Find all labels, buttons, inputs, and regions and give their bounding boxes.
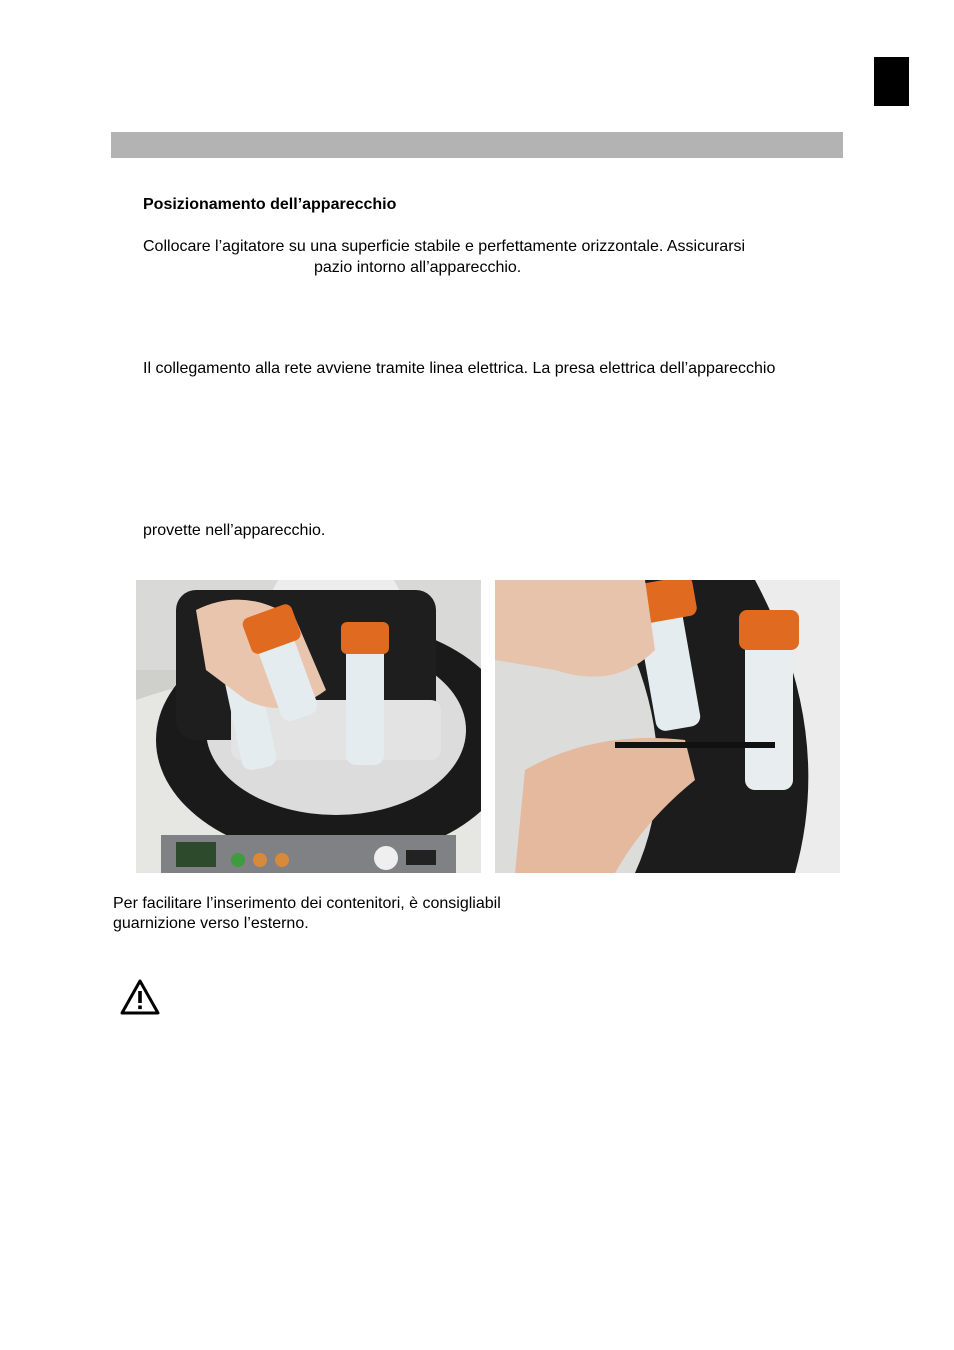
caption-line-2: guarnizione verso l’esterno. (113, 915, 309, 932)
section-header-bar (111, 132, 843, 158)
caption-line-1: Per facilitare l’inserimento dei contenitori, è consigliabil (113, 895, 501, 912)
photo-left (136, 580, 481, 873)
section-heading: Posizionamento dell’apparecchio (143, 196, 397, 213)
photo-right (495, 580, 840, 873)
paragraph-2-line-1: Il collegamento alla rete avviene tramite linea elettrica. La presa elettrica dell’apparecchio (143, 360, 776, 377)
paragraph-3-line-1: provette nell’apparecchio. (143, 522, 326, 539)
paragraph-1-line-2: pazio intorno all’apparecchio. (314, 259, 522, 276)
warning-triangle-icon (119, 978, 161, 1016)
language-tab (874, 57, 909, 106)
paragraph-1-line-1: Collocare l’agitatore su una superficie stabile e perfettamente orizzontale. Assicurarsi (143, 238, 746, 255)
